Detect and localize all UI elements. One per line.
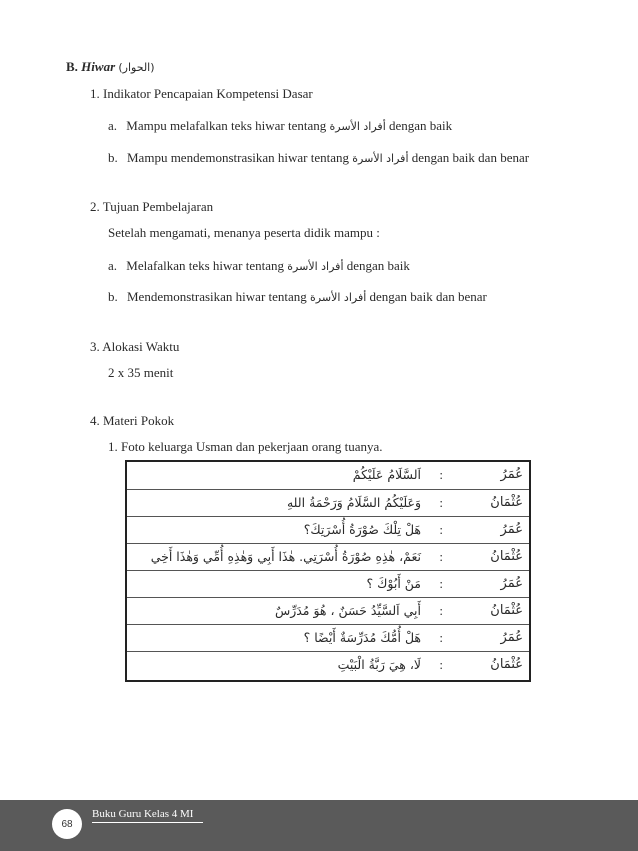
dialog-row [127, 489, 529, 517]
dialog-speaker: عُثْمَانُ [490, 495, 523, 510]
materi-heading: 4. Materi Pokok [90, 413, 175, 428]
indikator-b [108, 150, 529, 166]
dialog-speaker: عُمَرُ [500, 630, 523, 645]
dialog-colon: : [439, 522, 443, 537]
dialog-row [127, 462, 529, 489]
section-title: Hiwar [81, 59, 116, 74]
dialog-row [127, 516, 529, 544]
alokasi-value: 2 x 35 menit [108, 365, 174, 380]
section-heading [66, 59, 155, 75]
tujuan-heading: 2. Tujuan Pembelajaran [90, 199, 214, 214]
materi-item1: 1. Foto keluarga Usman dan pekerjaan orang tuanya. [108, 439, 383, 454]
tujuan-b-before: Mendemonstrasikan hiwar tentang [127, 289, 307, 304]
dialog-text: مَنْ أَبُوْكَ ؟ [366, 576, 421, 591]
dialog-text: هَلْ أُمُّكَ مُدَرِّسَةٌ أَيْضًا ؟ [303, 630, 421, 645]
dialog-colon: : [439, 630, 443, 645]
tujuan-a-arabic: أفراد الأسرة [287, 260, 344, 273]
dialog-speaker: عُمَرُ [500, 576, 523, 591]
tujuan-b-after: dengan baik dan benar [369, 289, 487, 304]
dialog-text: وَعَلَيْكُمُ السَّلَامُ وَرَحْمَةُ اللهِ [286, 495, 421, 510]
dialog-text: هَلْ تِلْكَ صُوْرَةُ أُسْرَتِكَ؟ [303, 522, 421, 537]
indikator-a-before: Mampu melafalkan teks hiwar tentang [126, 118, 327, 133]
dialog-speaker: عُثْمَانُ [490, 549, 523, 564]
indikator-a-label: a. [108, 118, 118, 133]
indikator-a-after: dengan baik [389, 118, 453, 133]
tujuan-b-arabic: أفراد الأسرة [310, 291, 367, 304]
indikator-b-arabic: أفراد الأسرة [352, 152, 409, 165]
dialog-text: أَبِي اَلسَّيِّدُ حَسَنٌ ، هُوَ مُدَرِّسٌ [274, 603, 421, 618]
tujuan-a-after: dengan baik [346, 258, 410, 273]
dialog-speaker: عُثْمَانُ [490, 657, 523, 672]
dialog-speaker: عُثْمَانُ [490, 603, 523, 618]
indikator-a [108, 118, 452, 134]
tujuan-a-label: a. [108, 258, 118, 273]
dialog-colon: : [439, 603, 443, 618]
dialog-row [127, 624, 529, 652]
dialog-colon: : [439, 576, 443, 591]
indikator-b-after: dengan baik dan benar [411, 150, 530, 165]
section-letter: B. [66, 59, 78, 74]
indikator-b-before: Mampu mendemonstrasikan hiwar tentang [127, 150, 350, 165]
dialog-table [125, 460, 531, 682]
dialog-row [127, 597, 529, 625]
page-number: 68 [52, 809, 82, 839]
dialog-colon: : [439, 467, 443, 482]
book-title: Buku Guru Kelas 4 MI [92, 808, 203, 823]
indikator-heading: 1. Indikator Pencapaian Kompetensi Dasar [90, 86, 313, 101]
dialog-speaker: عُمَرُ [500, 522, 523, 537]
tujuan-intro: Setelah mengamati, menanya peserta didik mampu : [108, 225, 380, 240]
dialog-row [127, 543, 529, 571]
dialog-colon: : [439, 549, 443, 564]
dialog-speaker: عُمَرُ [500, 467, 523, 482]
section-title-arabic: (الحوار) [118, 61, 155, 74]
tujuan-b-label: b. [108, 289, 118, 304]
alokasi-heading: 3. Alokasi Waktu [90, 339, 180, 354]
dialog-row [127, 651, 529, 679]
indikator-a-arabic: أفراد الأسرة [329, 120, 386, 133]
dialog-text: اَلسَّلَامُ عَلَيْكُمْ [352, 467, 421, 482]
dialog-colon: : [439, 657, 443, 672]
indikator-b-label: b. [108, 150, 118, 165]
dialog-colon: : [439, 495, 443, 510]
tujuan-b [108, 289, 487, 305]
tujuan-a-before: Melafalkan teks hiwar tentang [126, 258, 285, 273]
dialog-row [127, 570, 529, 598]
tujuan-a [108, 258, 410, 274]
dialog-text: لَا، هِيَ رَبَّةُ الْبَيْتِ [337, 657, 421, 672]
dialog-text: نَعَمْ، هٰذِهِ صُوْرَةُ أُسْرَتِي. هٰذَا أَبِي وَهٰذِهِ أُمِّي وَهٰذَا أَخِي [150, 549, 421, 564]
